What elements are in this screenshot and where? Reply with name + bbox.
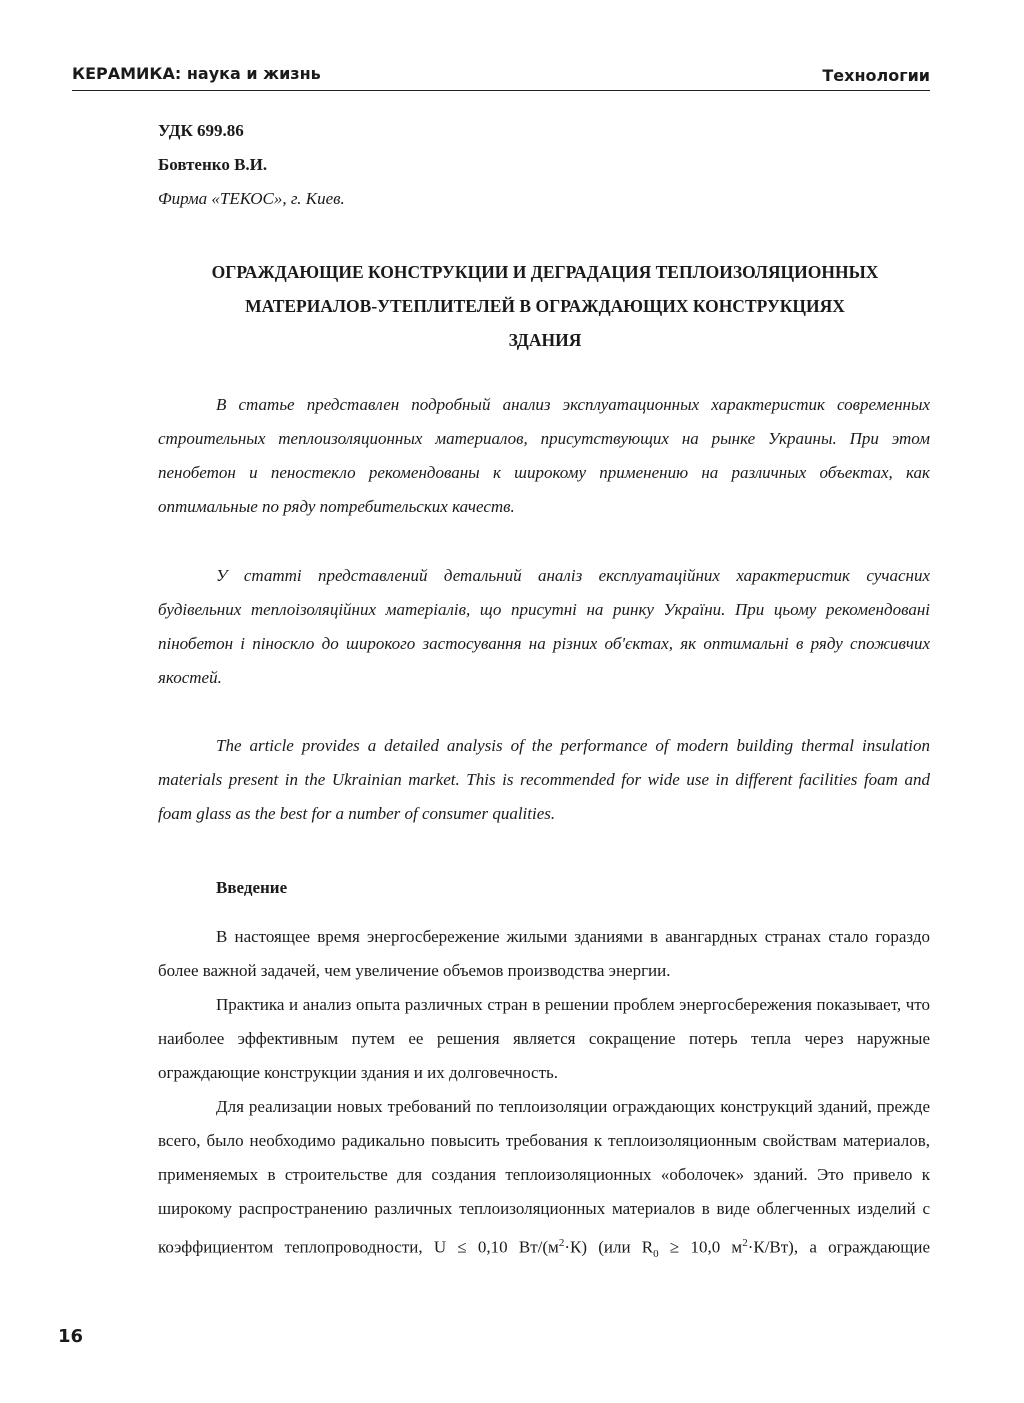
page-number: 16 (58, 1326, 84, 1347)
author-affiliation: Фирма «ТЕКОС», г. Киев. (158, 189, 345, 208)
running-header (72, 62, 930, 91)
abstract-russian: В статье представлен подробный анализ эксплуатационных характеристик современных строительных теплоизоляционных материалов, присутствующих на рынке Украины. При этом пенобетон и пеностекло рекомендованы к широкому применению на различных объектах, как оптимальные по ряду потребительских качеств. (158, 395, 930, 516)
paragraph-text: ≥ 10,0 м (658, 1237, 743, 1257)
section-title: Технологии (822, 66, 930, 85)
paragraph-text: ·К/Вт), а ограждающие (747, 1237, 930, 1257)
journal-title: КЕРАМИКА: наука и жизнь (72, 64, 321, 83)
superscript: 2 (742, 1237, 748, 1249)
body-paragraph: В настоящее время энергосбережение жилыми зданиями в авангардных странах стало гораздо более важной задачей, чем увеличение объемов производства энергии. (158, 927, 930, 980)
paragraph-text: Для реализации новых требований по теплоизоляции ограждающих конструкций зданий, прежде всего, было необходимо радикально повысить требования к теплоизоляционным свойствам материалов, применяемых в строительстве для создания теплоизоляционных «оболочек» зданий. Это привело к широкому распространению различных теплоизоляционных материалов в виде облегченных изделий с коэффициентом теплопроводности, U ≤ 0,10 Вт/(м (158, 1097, 930, 1257)
title-line: ЗДАНИЯ (508, 330, 582, 350)
title-line: ОГРАЖДАЮЩИЕ КОНСТРУКЦИИ И ДЕГРАДАЦИЯ ТЕПЛОИЗОЛЯЦИОННЫХ (211, 262, 879, 282)
abstract-english: The article provides a detailed analysis of the performance of modern building thermal insulation materials present in the Ukrainian market. This is recommended for wide use in different facilities foam and foam glass as the best for a number of consumer qualities. (158, 736, 930, 823)
superscript: 2 (558, 1237, 565, 1249)
author-name: Бовтенко В.И. (158, 155, 268, 174)
introduction-body (158, 920, 930, 1271)
section-heading-introduction: Введение (216, 878, 288, 897)
abstract-ukrainian: У статті представлений детальний аналіз експлуатаційних характеристик сучасних будівельних теплоізоляційних матеріалів, що присутні на ринку України. При цьому рекомендовані пінобетон і піноскло до широкого застосування на різних об'єктах, як оптимальні в ряду споживчих якостей. (158, 566, 930, 687)
title-line: МАТЕРИАЛОВ-УТЕПЛИТЕЛЕЙ В ОГРАЖДАЮЩИХ КОНСТРУКЦИЯХ (245, 296, 845, 316)
paragraph-text: ·К) (или R (564, 1237, 654, 1257)
udk-code: УДК 699.86 (158, 121, 244, 140)
article-title (140, 255, 950, 357)
body-paragraph (158, 1090, 930, 1271)
subscript: 0 (653, 1248, 659, 1261)
body-paragraph: Практика и анализ опыта различных стран в решении проблем энергосбережения показывает, что наиболее эффективным путем ее решения является сокращение потерь тепла через наружные ограждающие конструкции здания и их долговечность. (158, 995, 930, 1082)
